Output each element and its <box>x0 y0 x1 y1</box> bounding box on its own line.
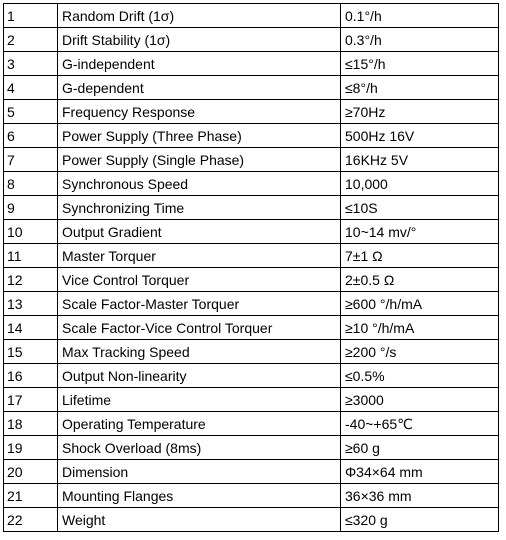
parameter-value-cell: ≤15°/h <box>341 52 499 76</box>
table-row <box>4 148 499 172</box>
parameter-value-cell: 10~14 mv/° <box>341 220 499 244</box>
table-row <box>4 52 499 76</box>
table-row <box>4 508 499 532</box>
table-row <box>4 364 499 388</box>
parameter-value-cell: 7±1 Ω <box>341 244 499 268</box>
parameter-value-cell: 0.3°/h <box>341 28 499 52</box>
parameter-value-cell: ≤320 g <box>341 508 499 532</box>
table-row <box>4 316 499 340</box>
parameter-name-cell: Frequency Response <box>58 100 341 124</box>
row-number-cell: 6 <box>4 124 58 148</box>
parameter-value-cell: 0.1°/h <box>341 4 499 28</box>
parameter-name-cell: Max Tracking Speed <box>58 340 341 364</box>
table-row <box>4 244 499 268</box>
table-row <box>4 124 499 148</box>
row-number-cell: 12 <box>4 268 58 292</box>
table-row <box>4 412 499 436</box>
parameter-name-cell: Lifetime <box>58 388 341 412</box>
row-number-cell: 2 <box>4 28 58 52</box>
parameter-name-cell: Drift Stability (1σ) <box>58 28 341 52</box>
row-number-cell: 14 <box>4 316 58 340</box>
parameter-name-cell: Output Non-linearity <box>58 364 341 388</box>
parameter-name-cell: Power Supply (Single Phase) <box>58 148 341 172</box>
parameter-value-cell: ≤10S <box>341 196 499 220</box>
parameter-name-cell: Scale Factor-Master Torquer <box>58 292 341 316</box>
row-number-cell: 19 <box>4 436 58 460</box>
table-row <box>4 76 499 100</box>
parameter-name-cell: Synchronizing Time <box>58 196 341 220</box>
table-row <box>4 196 499 220</box>
parameter-value-cell: 500Hz 16V <box>341 124 499 148</box>
row-number-cell: 18 <box>4 412 58 436</box>
table-row <box>4 460 499 484</box>
row-number-cell: 22 <box>4 508 58 532</box>
parameter-value-cell: 16KHz 5V <box>341 148 499 172</box>
table-row <box>4 436 499 460</box>
parameter-value-cell: ≥10 °/h/mA <box>341 316 499 340</box>
parameter-name-cell: Shock Overload (8ms) <box>58 436 341 460</box>
parameter-name-cell: Scale Factor-Vice Control Torquer <box>58 316 341 340</box>
parameter-value-cell: ≥200 °/s <box>341 340 499 364</box>
parameter-value-cell: ≥60 g <box>341 436 499 460</box>
row-number-cell: 21 <box>4 484 58 508</box>
parameter-name-cell: Power Supply (Three Phase) <box>58 124 341 148</box>
parameter-value-cell: Φ34×64 mm <box>341 460 499 484</box>
parameter-value-cell: ≥600 °/h/mA <box>341 292 499 316</box>
parameter-name-cell: Mounting Flanges <box>58 484 341 508</box>
parameter-value-cell: ≤8°/h <box>341 76 499 100</box>
row-number-cell: 10 <box>4 220 58 244</box>
spec-table <box>3 3 499 532</box>
table-row <box>4 388 499 412</box>
row-number-cell: 15 <box>4 340 58 364</box>
row-number-cell: 16 <box>4 364 58 388</box>
parameter-name-cell: Output Gradient <box>58 220 341 244</box>
table-row <box>4 292 499 316</box>
spec-table-body <box>4 4 499 532</box>
row-number-cell: 17 <box>4 388 58 412</box>
row-number-cell: 1 <box>4 4 58 28</box>
parameter-value-cell: ≤0.5% <box>341 364 499 388</box>
row-number-cell: 13 <box>4 292 58 316</box>
parameter-value-cell: -40~+65℃ <box>341 412 499 436</box>
row-number-cell: 8 <box>4 172 58 196</box>
parameter-name-cell: Synchronous Speed <box>58 172 341 196</box>
parameter-value-cell: 10,000 <box>341 172 499 196</box>
row-number-cell: 11 <box>4 244 58 268</box>
parameter-name-cell: G-independent <box>58 52 341 76</box>
parameter-name-cell: Weight <box>58 508 341 532</box>
row-number-cell: 4 <box>4 76 58 100</box>
row-number-cell: 20 <box>4 460 58 484</box>
parameter-name-cell: Random Drift (1σ) <box>58 4 341 28</box>
parameter-value-cell: 36×36 mm <box>341 484 499 508</box>
row-number-cell: 7 <box>4 148 58 172</box>
parameter-name-cell: G-dependent <box>58 76 341 100</box>
row-number-cell: 5 <box>4 100 58 124</box>
table-row <box>4 172 499 196</box>
table-row <box>4 28 499 52</box>
table-row <box>4 100 499 124</box>
parameter-name-cell: Dimension <box>58 460 341 484</box>
row-number-cell: 3 <box>4 52 58 76</box>
parameter-value-cell: ≥70Hz <box>341 100 499 124</box>
table-row <box>4 4 499 28</box>
table-row <box>4 340 499 364</box>
table-row <box>4 220 499 244</box>
row-number-cell: 9 <box>4 196 58 220</box>
parameter-name-cell: Vice Control Torquer <box>58 268 341 292</box>
parameter-value-cell: 2±0.5 Ω <box>341 268 499 292</box>
parameter-name-cell: Operating Temperature <box>58 412 341 436</box>
parameter-value-cell: ≥3000 <box>341 388 499 412</box>
table-row <box>4 484 499 508</box>
parameter-name-cell: Master Torquer <box>58 244 341 268</box>
table-row <box>4 268 499 292</box>
